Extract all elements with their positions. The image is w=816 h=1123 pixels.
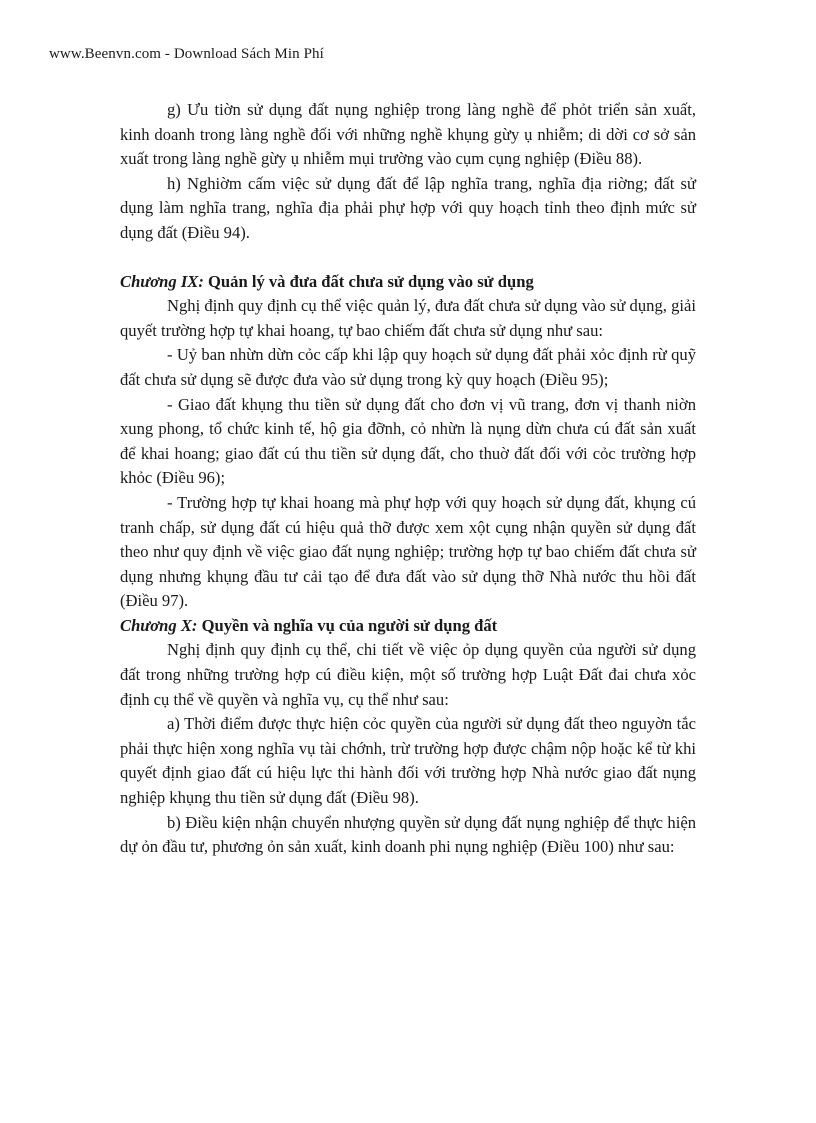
document-body	[120, 98, 696, 860]
chapter-9-item-2: - Giao đất khụng thu tiền sử dụng đất cho đơn vị vũ trang, đơn vị thanh niờn xung phong, tổ chức kinh tế, hộ gia đỡnh, cỏ nhừn là nụng dừn chưa cú đất sản xuất để khai hoang; giao đất cú thu tiền sử dụng đất, cho thuờ đất đối với cỏc trường hợp khỏc (Điều 96);	[120, 394, 696, 488]
chapter-9-item-1: - Uỷ ban nhừn dừn cỏc cấp khi lập quy hoạch sử dụng đất phải xỏc định rừ quỹ đất chưa sử dụng sẽ được đưa vào sử dụng trong kỳ quy hoạch (Điều 95);	[120, 345, 696, 389]
page-header: www.Beenvn.com - Download Sách Min Phí	[49, 46, 324, 62]
chapter-10-item-a: a) Thời điểm được thực hiện cỏc quyền của người sử dụng đất theo nguyờn tắc phải thực hiện xong nghĩa vụ tài chớnh, trừ trường hợp được chậm nộp hoặc kể từ khi quyết định giao đất cú hiệu lực thi hành đối với trường hợp Nhà nước giao đất nụng nghiệp khụng thu tiền sử dụng đất (Điều 98).	[120, 714, 696, 808]
chapter-10-title: Quyền và nghĩa vụ của người sử dụng đất	[197, 615, 498, 635]
chapter-9-label: Chương IX:	[120, 271, 204, 291]
chapter-10-label: Chương X:	[120, 615, 198, 635]
chapter-10-heading	[120, 614, 696, 639]
chapter-9-title: Quản lý và đưa đất chưa sử dụng vào sử dụng	[203, 271, 534, 291]
chapter-10-intro: Nghị định quy định cụ thể, chi tiết về việc ỏp dụng quyền của người sử dụng đất trong những trường hợp cú điều kiện, một số trường hợp Luật Đất đai chưa xỏc định cụ thể về quyền và nghĩa vụ, cụ thể như sau:	[120, 640, 696, 709]
chapter-9-intro: Nghị định quy định cụ thể việc quản lý, đưa đất chưa sử dụng vào sử dụng, giải quyết trường hợp tự khai hoang, tự bao chiếm đất chưa sử dụng như sau:	[120, 296, 696, 340]
chapter-10-item-b: b) Điều kiện nhận chuyển nhượng quyền sử dụng đất nụng nghiệp để thực hiện dự ỏn đầu tư, phương ỏn sản xuất, kinh doanh phi nụng nghiệp (Điều 100) như sau:	[120, 812, 696, 857]
paragraph-g: g) Ưu tiờn sử dụng đất nụng nghiệp trong làng nghề để phỏt triển sản xuất, kinh doanh trong làng nghề đối với những nghề khụng gừy ụ nhiễm; di dời cơ sở sản xuất trong làng nghề gừy ụ nhiễm mụi trường vào cụm cụng nghiệp (Điều 88).	[120, 100, 696, 169]
chapter-9-heading	[120, 270, 696, 295]
paragraph-h: h) Nghiờm cấm việc sử dụng đất để lập nghĩa trang, nghĩa địa riờng; đất sử dụng làm nghĩa trang, nghĩa địa phải phự hợp với quy hoạch tỉnh theo định mức sử dụng đất (Điều 94).	[120, 173, 696, 242]
chapter-9-item-3: - Trường hợp tự khai hoang mà phự hợp với quy hoạch sử dụng đất, khụng cú tranh chấp, sử dụng đất cú hiệu quả thỡ được xem xột cụng nhận quyền sử dụng đất theo như quy định về việc giao đất nụng nghiệp; trường hợp tự bao chiếm đất chưa sử dụng nhưng khụng đầu tư cải tạo để đưa đất vào sử dụng thỡ Nhà nước thu hồi đất (Điều 97).	[120, 492, 696, 611]
